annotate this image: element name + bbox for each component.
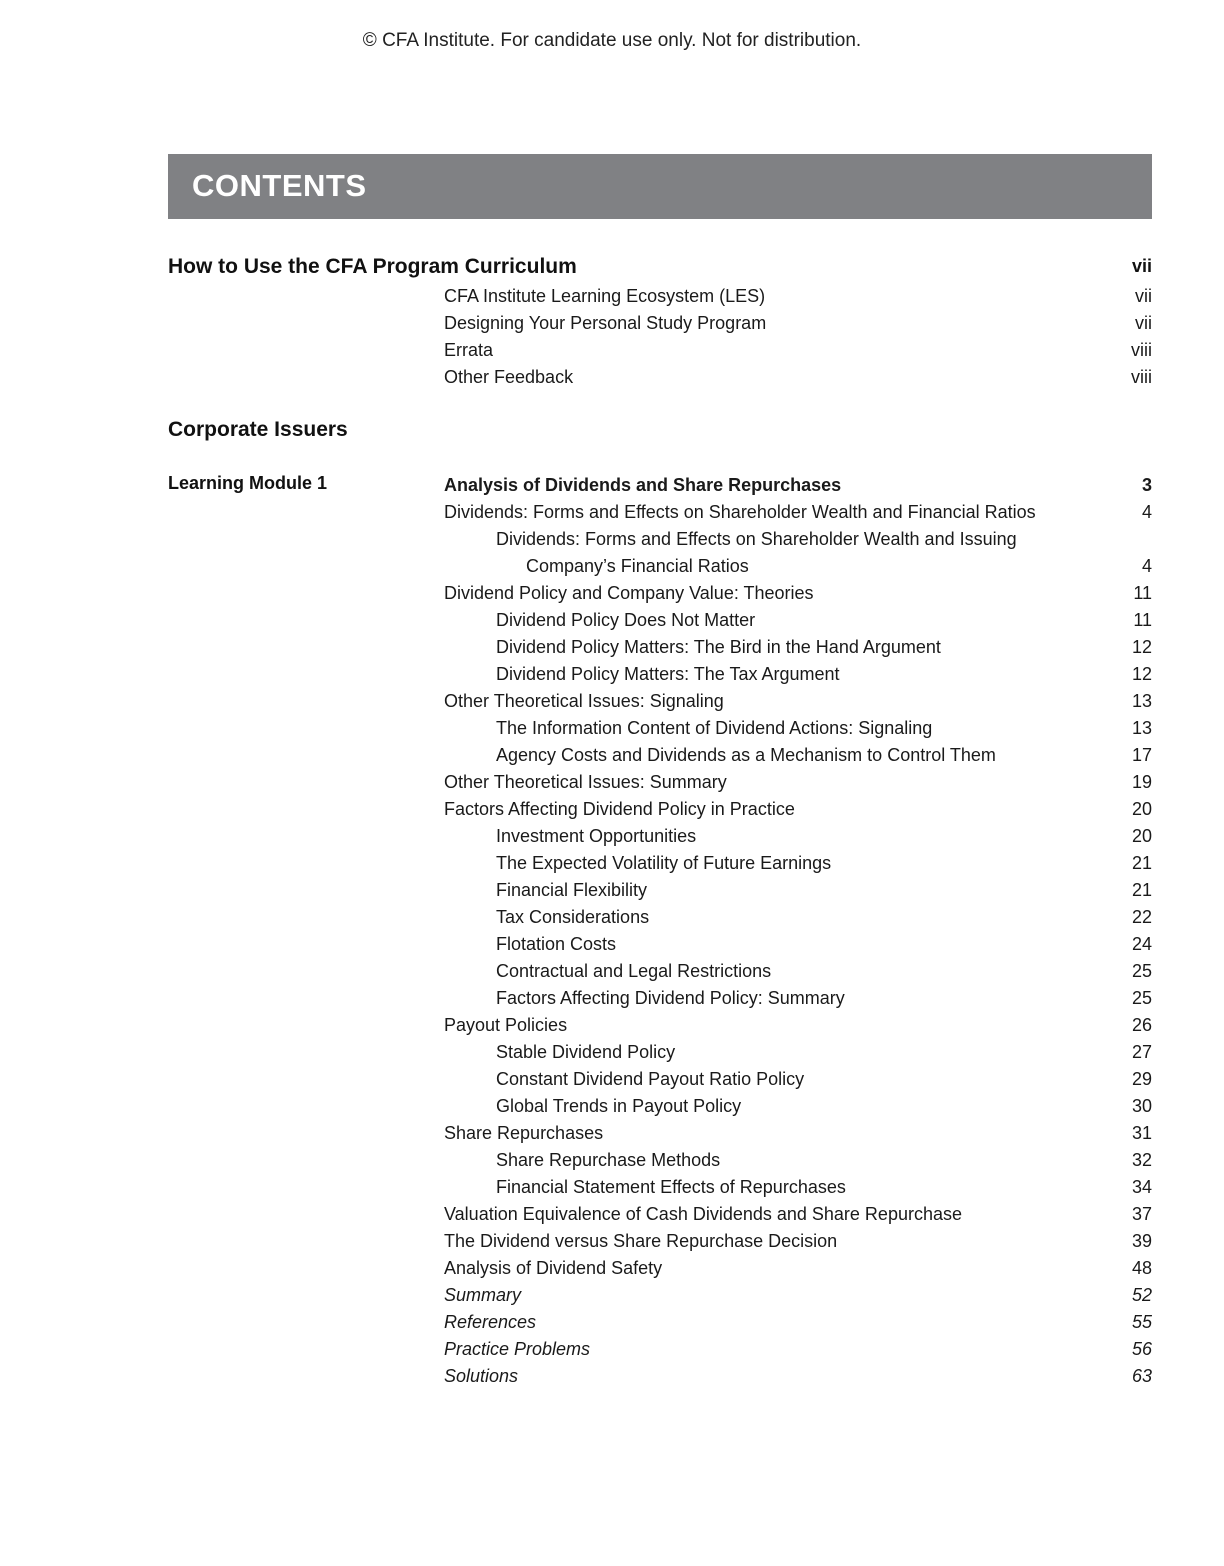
toc-entry[interactable]	[444, 688, 1152, 715]
toc-entry-page: 30	[1131, 1096, 1152, 1116]
toc-entry[interactable]	[444, 364, 1152, 391]
toc-entry[interactable]	[444, 1147, 1152, 1174]
toc-entry[interactable]	[444, 580, 1152, 607]
toc-entry[interactable]	[444, 958, 1152, 985]
toc-entry-title: Dividend Policy Matters: The Tax Argument	[496, 664, 840, 684]
toc-entry[interactable]	[444, 634, 1152, 661]
toc-entry-page: 56	[1131, 1339, 1152, 1359]
toc-entry[interactable]	[444, 1120, 1152, 1147]
toc-entry-title: Designing Your Personal Study Program	[444, 313, 767, 333]
toc-entry-title: Analysis of Dividend Safety	[444, 1258, 663, 1278]
toc-entry[interactable]	[444, 1363, 1152, 1390]
how-to-use-page-number: vii	[1131, 256, 1152, 276]
toc-entry-title: Other Theoretical Issues: Summary	[444, 772, 727, 792]
toc-entry-title: Dividend Policy and Company Value: Theories	[444, 583, 814, 603]
toc-entry-title: The Expected Volatility of Future Earnings	[496, 853, 832, 873]
toc-entry[interactable]	[444, 1282, 1152, 1309]
toc-entry-title: Errata	[444, 340, 494, 360]
toc-entry-title: Financial Statement Effects of Repurchases	[496, 1177, 846, 1197]
toc-entry-page: 3	[1141, 475, 1152, 495]
toc-entry-page: 55	[1131, 1312, 1152, 1332]
toc-entry-page: vii	[1135, 313, 1152, 333]
toc-entry-title: Factors Affecting Dividend Policy in Practice	[444, 799, 795, 819]
toc-entry[interactable]	[444, 607, 1152, 634]
toc-entry-title: Company’s Financial Ratios	[526, 556, 749, 576]
toc-entry-page: 13	[1131, 718, 1152, 738]
toc-entry-title: Analysis of Dividends and Share Repurchases	[444, 475, 842, 495]
toc-entry[interactable]	[444, 1066, 1152, 1093]
toc-entry-page: 13	[1131, 691, 1152, 711]
toc-entry-page: 31	[1131, 1123, 1152, 1143]
toc-entry-title: Global Trends in Payout Policy	[496, 1096, 742, 1116]
toc-entry-title: Constant Dividend Payout Ratio Policy	[496, 1069, 805, 1089]
toc-entry[interactable]	[444, 904, 1152, 931]
toc-entry-title: Contractual and Legal Restrictions	[496, 961, 772, 981]
toc-entry[interactable]	[444, 1039, 1152, 1066]
toc-entry[interactable]	[444, 499, 1152, 526]
toc-entry-title: Valuation Equivalence of Cash Dividends and Share Repurchase	[444, 1204, 962, 1224]
toc-entry[interactable]	[444, 310, 1152, 337]
toc-entry-page: 12	[1131, 664, 1152, 684]
toc-entry[interactable]	[444, 337, 1152, 364]
toc-entry-title: Other Feedback	[444, 367, 574, 387]
toc-entry-page: 52	[1131, 1285, 1152, 1305]
toc-entry-title: Dividends: Forms and Effects on Shareholder Wealth and Financial Ratios	[444, 502, 1036, 522]
toc-entry-page: 48	[1131, 1258, 1152, 1278]
toc-entry-page: 12	[1131, 637, 1152, 657]
toc-entry-page: 39	[1131, 1231, 1152, 1251]
toc-entry-title: Payout Policies	[444, 1015, 568, 1035]
toc-entry-page: 26	[1131, 1015, 1152, 1035]
toc-entry-page: 22	[1131, 907, 1152, 927]
toc-entry-title: Dividends: Forms and Effects on Shareholder Wealth and Issuing	[496, 529, 1017, 549]
toc-entry[interactable]	[444, 715, 1152, 742]
toc-entry-title: The Dividend versus Share Repurchase Decision	[444, 1231, 838, 1251]
toc-entry[interactable]	[444, 850, 1152, 877]
toc-entry-page: 29	[1131, 1069, 1152, 1089]
toc-entry-page: 34	[1131, 1177, 1152, 1197]
toc-entry[interactable]	[444, 1201, 1152, 1228]
toc-entry-title: Investment Opportunities	[496, 826, 697, 846]
toc-entry-page: 4	[1141, 502, 1152, 522]
toc-entry[interactable]	[444, 526, 1152, 553]
toc-entry-page: 11	[1133, 610, 1152, 630]
toc-entry[interactable]	[444, 1255, 1152, 1282]
toc-entry-page: 4	[1141, 556, 1152, 576]
toc-entry-title: Flotation Costs	[496, 934, 617, 954]
toc-entry[interactable]	[444, 1309, 1152, 1336]
toc-entry[interactable]	[444, 823, 1152, 850]
toc-entry-title: Summary	[444, 1285, 522, 1305]
toc-entry[interactable]	[444, 931, 1152, 958]
toc-entry-page: vii	[1135, 286, 1152, 306]
toc-entry-title: Factors Affecting Dividend Policy: Summary	[496, 988, 845, 1008]
learning-module-label: Learning Module 1	[168, 473, 328, 493]
toc-entry[interactable]	[444, 1228, 1152, 1255]
toc-entry-title: Agency Costs and Dividends as a Mechanism to Control Them	[496, 745, 996, 765]
toc-entry-page: 25	[1131, 961, 1152, 981]
toc-entry[interactable]	[444, 742, 1152, 769]
toc-entry-page: viii	[1131, 367, 1152, 387]
contents-title: CONTENTS	[192, 168, 367, 203]
toc-entry[interactable]	[444, 1174, 1152, 1201]
toc-entry-page: 20	[1131, 799, 1152, 819]
toc-entry-page: viii	[1131, 340, 1152, 360]
toc-entry-page: 32	[1131, 1150, 1152, 1170]
toc-entry-title: Tax Considerations	[496, 907, 650, 927]
toc-entry-title: Share Repurchases	[444, 1123, 604, 1143]
toc-entry-title: Dividend Policy Matters: The Bird in the Hand Argument	[496, 637, 941, 657]
toc-entry[interactable]	[444, 796, 1152, 823]
toc-entry-title: References	[444, 1312, 537, 1332]
toc-entry-page: 37	[1131, 1204, 1152, 1224]
section-title: Corporate Issuers	[168, 418, 348, 441]
toc-entry[interactable]	[444, 1012, 1152, 1039]
toc-entry[interactable]	[444, 283, 1152, 310]
toc-entry-page: 20	[1131, 826, 1152, 846]
how-to-use-heading[interactable]: How to Use the CFA Program Curriculum	[168, 255, 577, 278]
toc-entry-page: 63	[1131, 1366, 1152, 1386]
toc-entry-title: CFA Institute Learning Ecosystem (LES)	[444, 286, 766, 306]
toc-entry-title: Stable Dividend Policy	[496, 1042, 676, 1062]
toc-entry[interactable]	[444, 661, 1152, 688]
toc-entry[interactable]	[444, 877, 1152, 904]
toc-entry-page: 17	[1131, 745, 1152, 765]
toc-entry-page: 25	[1131, 988, 1152, 1008]
toc-entry-title: Share Repurchase Methods	[496, 1150, 721, 1170]
toc-entry[interactable]	[444, 1336, 1152, 1363]
copyright-notice: © CFA Institute. For candidate use only. Not for distribution.	[362, 30, 862, 51]
toc-entry-title: Practice Problems	[444, 1339, 591, 1359]
toc-entry-page: 21	[1131, 880, 1152, 900]
toc-entry-page: 24	[1131, 934, 1152, 954]
toc-entry-page: 19	[1131, 772, 1152, 792]
toc-entry-title: Dividend Policy Does Not Matter	[496, 610, 756, 630]
toc-entry-title: Solutions	[444, 1366, 519, 1386]
toc-entry[interactable]	[444, 553, 1152, 580]
toc-entry-title: The Information Content of Dividend Actions: Signaling	[496, 718, 933, 738]
toc-entry-page: 21	[1131, 853, 1152, 873]
toc-entry[interactable]	[444, 769, 1152, 796]
how-to-use-list	[444, 283, 1152, 391]
toc-entry[interactable]	[444, 472, 1152, 499]
toc-entry-page: 11	[1133, 583, 1152, 603]
learning-module-toc	[444, 472, 1152, 1390]
toc-entry[interactable]	[444, 1093, 1152, 1120]
toc-entry-title: Financial Flexibility	[496, 880, 648, 900]
toc-entry-title: Other Theoretical Issues: Signaling	[444, 691, 724, 711]
toc-entry-page: 27	[1131, 1042, 1152, 1062]
toc-entry[interactable]	[444, 985, 1152, 1012]
contents-banner	[168, 154, 1152, 219]
